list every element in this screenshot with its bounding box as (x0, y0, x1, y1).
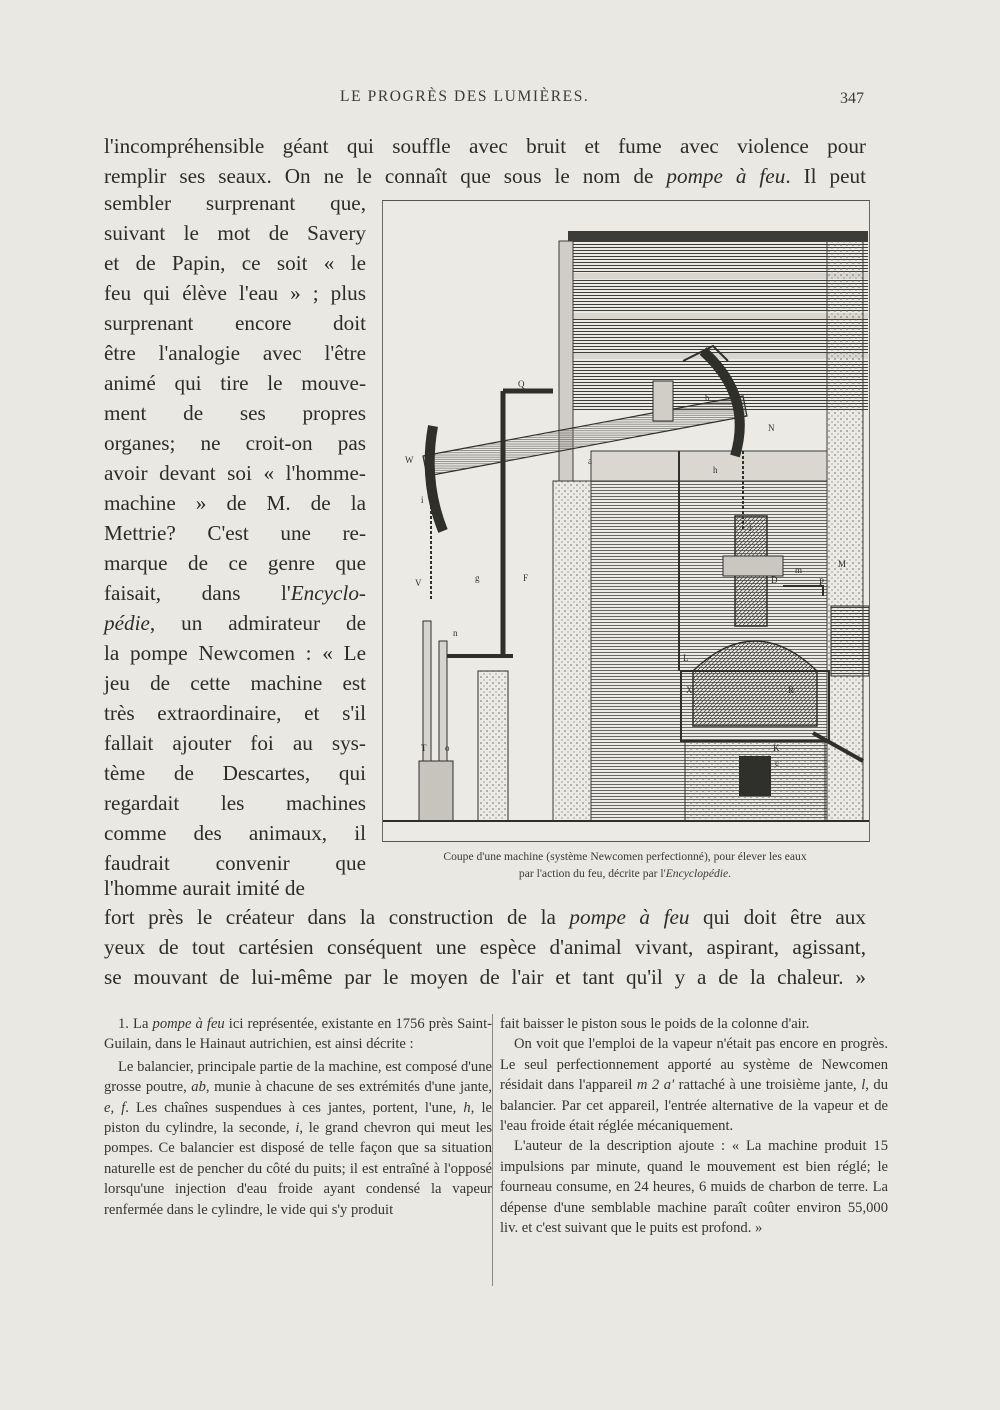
body-line: regardait les machines (104, 791, 366, 815)
figure-label: m (795, 565, 803, 575)
body-line: tème de Descartes, qui (104, 761, 366, 785)
body-line: faudrait convenir que (104, 851, 366, 875)
body-line: faisait, dans l'Encyclo- (104, 581, 366, 605)
body-line: Mettrie? C'est une re- (104, 521, 366, 545)
body-line: avoir devant soi « l'homme- (104, 461, 366, 485)
body-line: animé qui tire le mouve- (104, 371, 366, 395)
body-line: et de Papin, ce soit « le (104, 251, 366, 275)
figure-label: L (683, 653, 689, 663)
figure-label: V (415, 578, 422, 588)
italic-term: Encyclopédie (665, 867, 729, 880)
footnote-paragraph: L'auteur de la description ajoute : « La machine produit 15 impulsions par minute, quand le mouvement est bien réglé; le fourneau consume, en 24 heures, 6 muids de charbon de terre. La dépense d'une semblable machine paraît coûter environ 55,000 liv. et c'est suivant que le puits est profond. » (500, 1138, 888, 1237)
figure-label: F (523, 573, 529, 583)
figure-label: K (773, 743, 780, 753)
footnote-paragraph: fait baisser le piston sous le poids de la colonne d'air. (500, 1016, 810, 1032)
footnote-paragraph: 1. La pompe à feu ici représentée, existante en 1756 près Saint-Guilain, dans le Hainaut autrichien, est ainsi décrite : (104, 1016, 492, 1053)
page-number: 347 (840, 90, 864, 107)
caption-line: Coupe d'une machine (système Newcomen perfectionné), pour élever les eaux (443, 850, 807, 863)
figure-label: g (475, 573, 480, 583)
figure-label: a (588, 456, 592, 466)
body-line: suivant le mot de Savery (104, 221, 366, 245)
body-line: fallait ajouter foi au sys- (104, 731, 366, 755)
body-line: sembler surprenant que, (104, 191, 366, 215)
italic-term: pédie (104, 611, 150, 635)
figure-label: b (705, 393, 710, 403)
body-line: se mouvant de lui-même par le moyen de l'air et tant qu'il y a de la chaleur. » (104, 965, 866, 989)
body-line: pédie, un admirateur de (104, 611, 366, 635)
figure-label: R (788, 685, 795, 695)
body-line: yeux de tout cartésien conséquent une espèce d'animal vivant, aspirant, agissant, (104, 935, 866, 959)
caption-line: par l'action du feu, décrite par l'Encyclopédie. (518, 867, 732, 880)
body-line: l'incompréhensible géant qui souffle avec bruit et fume avec violence pour (104, 134, 866, 158)
body-line: feu qui élève l'eau » ; plus (104, 281, 366, 305)
body-line: jeu de cette machine est (104, 671, 366, 695)
running-title: LE PROGRÈS DES LUMIÈRES. (340, 88, 590, 105)
column-divider (492, 1014, 493, 1286)
body-line: comme des animaux, il (104, 821, 366, 845)
footnote-paragraph: On voit que l'emploi de la vapeur n'était pas encore en progrès. Le seul perfectionnement apporté au système de Newcomen résidait dans l'appareil m 2 a' rattaché à une troisième jante, l, du balancier. Par cet appareil, l'entrée alternative de la vapeur et de l'eau froide était réglée mécaniquement. (500, 1036, 889, 1135)
figure-caption (384, 848, 866, 882)
italic-term: pompe à feu (569, 905, 690, 929)
body-line: surprenant encore doit (104, 311, 366, 335)
body-line: être l'analogie avec l'être (104, 341, 366, 365)
body-line: organes; ne croit-on pas (104, 431, 366, 455)
footnote-left-column (104, 1014, 492, 1220)
figure-label: i (421, 495, 424, 505)
figure-label: D (771, 575, 778, 585)
footnote-paragraph: Le balancier, principale partie de la machine, est composé d'une grosse poutre, ab, munie à chacune de ses extrémités d'une jante, e, f. Les chaînes suspendues à ces jantes, portent, l'une, h, le piston du cylindre, la seconde, i, le grand chevron qui meut les pompes. Ce balancier est disposé de telle façon que sa situation naturelle est de pencher du côté du puits; il est entraîné à l'opposé lorsqu'une injection d'eau froide ayant condensé la vapeur renfermée dans le cylindre, le vide qui s'y produit (104, 1058, 492, 1218)
figure-label: X (686, 685, 693, 695)
italic-term: Encyclo- (290, 581, 366, 605)
figure-label: n (453, 628, 458, 638)
body-line: marque de ce genre que (104, 551, 366, 575)
body-line: machine » de M. de la (104, 491, 366, 515)
figure-label: l (749, 523, 752, 533)
figure-label: M (838, 559, 847, 569)
running-header (0, 88, 1000, 112)
figure-label: W (405, 455, 414, 465)
figure-label: h (713, 465, 718, 475)
body-line: la pompe Newcomen : « Le (104, 641, 366, 665)
figure-label: c (775, 758, 779, 768)
italic-term: pompe à feu (666, 164, 786, 188)
newcomen-engine-engraving (382, 200, 870, 842)
body-line: remplir ses seaux. On ne le connaît que sous le nom de pompe à feu. Il peut (104, 164, 866, 188)
figure-label: P (819, 577, 825, 587)
body-line: fort près le créateur dans la construction de la pompe à feu qui doit être aux (104, 905, 866, 929)
figure-label: o (445, 743, 450, 753)
figure-label: Q (518, 379, 525, 389)
figure-label: T (421, 743, 427, 753)
body-line: très extraordinaire, et s'il (104, 701, 366, 725)
figure-label: N (768, 423, 775, 433)
body-line: l'homme aurait imité de (104, 876, 305, 900)
footnote-right-column (500, 1014, 888, 1238)
body-line: ment de ses propres (104, 401, 366, 425)
